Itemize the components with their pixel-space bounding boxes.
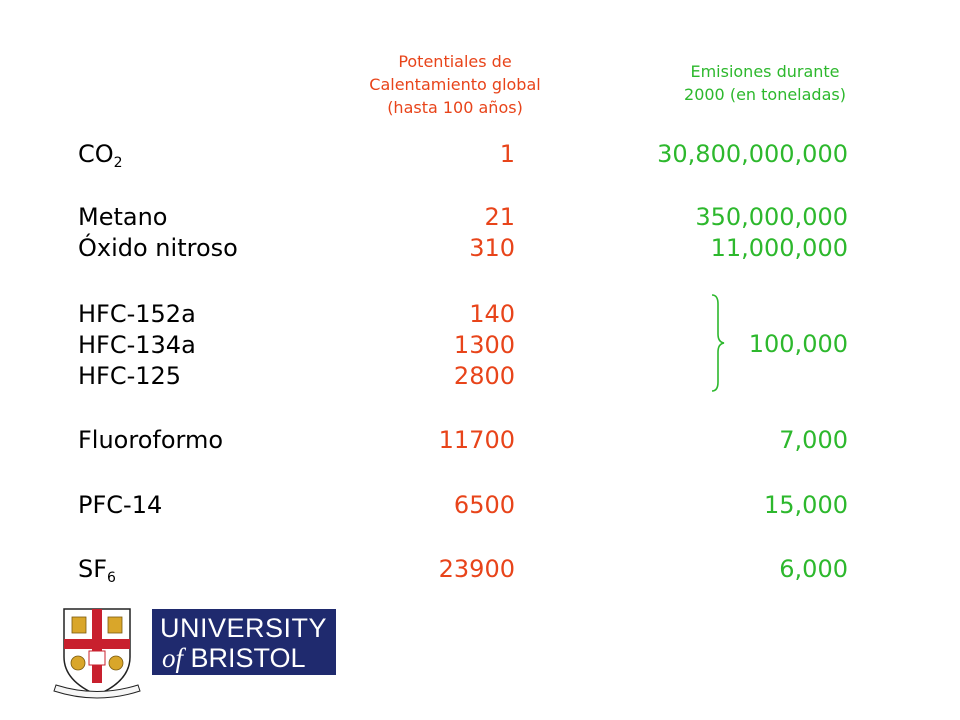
- gwp-value: 1300: [453, 331, 515, 359]
- table-row: [0, 232, 960, 264]
- university-crest-icon: [52, 605, 142, 701]
- emissions-value: 11,000,000: [710, 234, 848, 262]
- brace-icon: [704, 292, 728, 394]
- emissions-header-line: Emisiones durante: [690, 62, 840, 81]
- gas-name: Metano: [78, 203, 168, 231]
- gwp-column-header: [320, 50, 590, 119]
- emissions-value: 6,000: [779, 555, 848, 583]
- emissions-value: 15,000: [764, 491, 848, 519]
- gwp-value: 11700: [438, 426, 515, 454]
- gwp-header-line: (hasta 100 años): [387, 98, 523, 117]
- gwp-header-line: Potentiales de: [398, 52, 512, 71]
- gwp-value: 140: [469, 300, 515, 328]
- wordmark-line-2: of BRISTOL: [162, 643, 306, 673]
- gwp-value: 2800: [453, 362, 515, 390]
- gwp-value: 6500: [453, 491, 515, 519]
- grouped-emissions-value: 100,000: [748, 330, 848, 358]
- gwp-value: 23900: [438, 555, 515, 583]
- emissions-header-line: 2000 (en toneladas): [684, 85, 846, 104]
- gas-name: $CO_2$: [78, 140, 123, 171]
- gas-name: $SF_6$: [78, 555, 116, 586]
- university-wordmark: [152, 609, 336, 675]
- table-row: [0, 201, 960, 233]
- table-row: [0, 360, 960, 392]
- table-row: [0, 553, 960, 585]
- gwp-value: 310: [469, 234, 515, 262]
- emissions-value: 350,000,000: [695, 203, 848, 231]
- wordmark-line-1: UNIVERSITY: [160, 613, 328, 643]
- table-row: [0, 298, 960, 330]
- gas-name: HFC-125: [78, 362, 182, 390]
- gwp-value: 1: [499, 140, 515, 168]
- gas-name: Fluoroformo: [78, 426, 224, 454]
- gas-name: HFC-152a: [78, 300, 196, 328]
- gas-name: Óxido nitroso: [78, 234, 238, 262]
- gas-name: HFC-134a: [78, 331, 196, 359]
- gwp-header-line: Calentamiento global: [369, 75, 541, 94]
- emissions-column-header: [630, 60, 900, 106]
- table-row: [0, 489, 960, 521]
- table-row: [0, 138, 960, 170]
- emissions-value: 7,000: [779, 426, 848, 454]
- emissions-value: 30,800,000,000: [657, 140, 848, 168]
- table-row: [0, 424, 960, 456]
- gwp-value: 21: [484, 203, 515, 231]
- gas-name: PFC-14: [78, 491, 163, 519]
